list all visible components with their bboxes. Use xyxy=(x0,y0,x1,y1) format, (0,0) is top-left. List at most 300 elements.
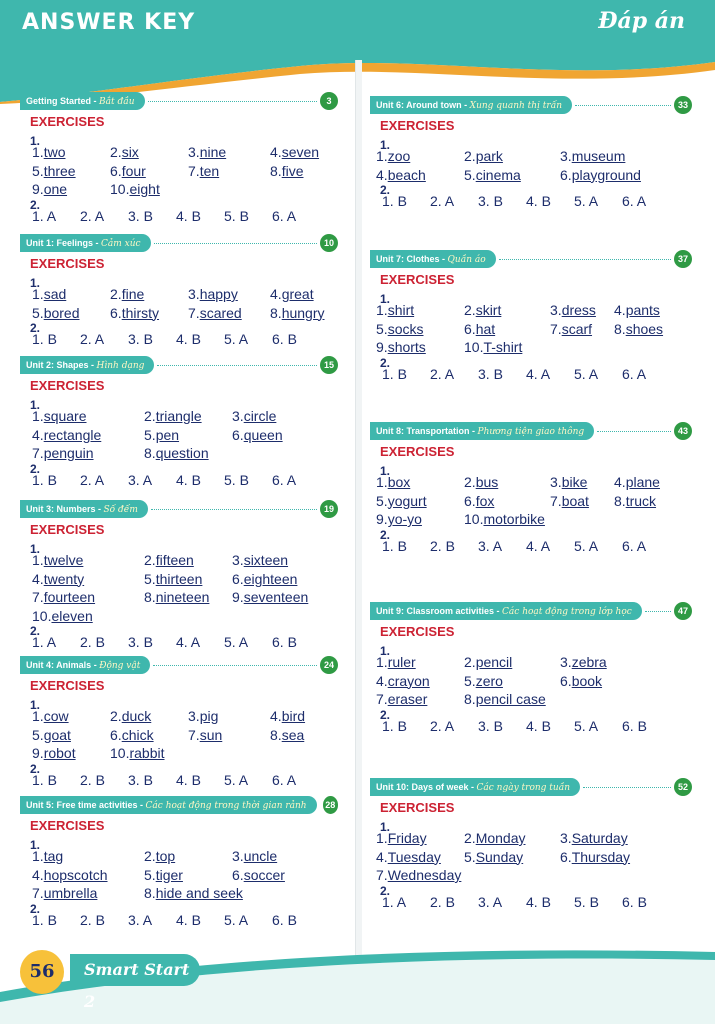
unit-header xyxy=(370,250,692,268)
answer-number: 2. xyxy=(110,708,122,724)
mc-answer: 3. A xyxy=(128,471,153,488)
answer-word: playground xyxy=(571,166,641,183)
answer-item xyxy=(110,745,165,761)
mc-answer: 6. A xyxy=(272,771,297,788)
answer-item xyxy=(144,445,209,461)
answer-word: scared xyxy=(199,304,242,321)
answer-item xyxy=(270,708,305,724)
answer-item xyxy=(560,849,630,865)
unit-label xyxy=(370,422,594,440)
question-2-number: 2. xyxy=(30,197,41,212)
answer-item xyxy=(32,745,76,761)
answer-word: sixteen xyxy=(243,552,289,568)
answer-word: socks xyxy=(387,320,424,337)
answer-number: 6. xyxy=(110,162,122,179)
answer-number: 3. xyxy=(188,144,200,160)
answer-number: 6. xyxy=(464,320,476,337)
question-2-number: 2. xyxy=(380,183,391,197)
unit-section xyxy=(370,250,692,382)
answer-number: 8. xyxy=(614,320,626,337)
answer-item xyxy=(32,727,71,743)
answer-number: 3. xyxy=(188,708,200,724)
mc-answer: 3. A xyxy=(478,537,503,554)
unit-dash: - xyxy=(469,426,478,436)
unit-dots xyxy=(153,665,317,666)
unit-page-badge: 47 xyxy=(674,602,692,620)
answer-number: 4. xyxy=(614,474,626,490)
unit-page-badge: 43 xyxy=(674,422,692,440)
answer-number: 9. xyxy=(376,339,388,355)
mc-answer: 4. B xyxy=(526,893,551,910)
answer-item xyxy=(32,286,66,302)
unit-title: Unit 6: Around town xyxy=(376,100,462,110)
answer-word: four xyxy=(121,162,146,179)
unit-title-vi: Phương tiện giao thông xyxy=(477,427,585,437)
answer-word: bored xyxy=(43,304,80,321)
answer-number: 1. xyxy=(376,474,388,490)
mc-answer: 3. A xyxy=(478,893,503,910)
answer-word: ten xyxy=(199,162,220,179)
unit-header xyxy=(370,602,692,620)
answer-word: soccer xyxy=(243,866,285,883)
unit-title-vi: Hình dạng xyxy=(96,361,145,371)
mc-answer: 6. A xyxy=(622,193,647,209)
unit-section xyxy=(370,422,692,554)
answer-number: 4. xyxy=(32,426,44,443)
answer-number: 3. xyxy=(232,408,244,424)
answer-item xyxy=(110,163,146,179)
mc-answer: 5. A xyxy=(224,911,249,928)
question-1-number: 1. xyxy=(380,820,391,834)
unit-page-badge: 33 xyxy=(674,96,692,114)
answer-item xyxy=(376,673,430,689)
answer-number: 10. xyxy=(464,339,484,355)
unit-dash: - xyxy=(468,782,477,792)
answer-word: museum xyxy=(571,148,626,164)
mc-answer: 2. B xyxy=(80,634,105,650)
answer-number: 1. xyxy=(32,848,44,864)
answer-word: bus xyxy=(475,474,499,490)
unit-header xyxy=(20,500,338,518)
answer-number: 10. xyxy=(32,607,52,624)
answer-number: 8. xyxy=(464,691,476,707)
unit-section xyxy=(370,778,692,910)
answer-word: yo-yo xyxy=(387,511,422,527)
answer-number: 7. xyxy=(188,304,200,321)
page-title: ANSWER KEY xyxy=(22,10,196,35)
answer-item xyxy=(376,339,426,355)
answer-item xyxy=(232,408,276,424)
answer-word: fine xyxy=(121,286,145,302)
answer-item xyxy=(188,286,238,302)
mc-answer: 2. A xyxy=(430,365,455,382)
answer-number: 1. xyxy=(32,286,44,302)
mc-answer: 5. B xyxy=(574,893,599,910)
answer-number: 1. xyxy=(32,144,44,160)
answer-item xyxy=(464,321,495,337)
answer-word: cow xyxy=(43,708,69,724)
answer-number: 7. xyxy=(376,867,388,883)
answer-word: Saturday xyxy=(571,830,628,846)
mc-answer: 1. B xyxy=(382,537,407,554)
answer-number: 5. xyxy=(32,162,44,179)
answer-number: 5. xyxy=(376,320,388,337)
mc-answer: 6. B xyxy=(272,331,297,347)
answer-item xyxy=(232,427,283,443)
answer-item xyxy=(270,163,303,179)
unit-label xyxy=(20,796,317,814)
unit-label xyxy=(370,96,572,114)
unit-title-vi: Các ngày trong tuần xyxy=(476,783,571,793)
answer-word: Sunday xyxy=(475,848,524,865)
mc-answer: 5. B xyxy=(224,471,249,488)
unit-dots xyxy=(597,431,671,432)
mc-answer: 6. A xyxy=(272,471,297,488)
answer-item xyxy=(560,830,628,846)
answer-number: 5. xyxy=(144,426,156,443)
exercises-heading: EXERCISES xyxy=(30,378,105,393)
answer-number: 1. xyxy=(32,708,44,724)
answer-word: three xyxy=(43,162,76,179)
answer-word: park xyxy=(475,148,503,164)
answer-number: 8. xyxy=(144,885,156,901)
answer-word: pants xyxy=(625,302,660,318)
unit-title-vi: Cảm xúc xyxy=(101,239,141,249)
mc-answer: 4. B xyxy=(176,911,201,928)
unit-label xyxy=(20,92,145,110)
question-1-number: 1. xyxy=(30,542,41,556)
answer-number: 7. xyxy=(550,492,562,509)
answer-item xyxy=(232,552,288,568)
unit-dots xyxy=(499,259,671,260)
answer-word: plane xyxy=(625,474,660,490)
answer-word: goat xyxy=(43,726,71,743)
answer-word: yogurt xyxy=(387,492,427,509)
mc-answer: 2. A xyxy=(80,207,105,224)
unit-title: Getting Started xyxy=(26,96,92,106)
answer-number: 2. xyxy=(144,408,156,424)
answer-word: eight xyxy=(129,181,160,197)
answer-item xyxy=(32,571,84,587)
answer-word: crayon xyxy=(387,672,430,689)
answer-number: 6. xyxy=(232,426,244,443)
answer-item xyxy=(232,848,277,864)
answer-word: one xyxy=(43,181,68,197)
unit-title: Unit 9: Classroom activities xyxy=(376,606,495,616)
answer-number: 4. xyxy=(270,708,282,724)
answer-item xyxy=(376,511,422,527)
answer-word: sun xyxy=(199,726,223,743)
answer-number: 7. xyxy=(32,445,44,461)
answer-number: 4. xyxy=(32,866,44,883)
mc-answer: 3. B xyxy=(128,634,153,650)
unit-title: Unit 4: Animals xyxy=(26,660,92,670)
unit-dots xyxy=(157,365,317,366)
unit-dash: - xyxy=(91,96,100,106)
unit-header xyxy=(20,356,338,374)
answer-word: Tuesday xyxy=(387,848,441,865)
unit-section xyxy=(20,500,338,650)
unit-header xyxy=(20,656,338,674)
answer-item xyxy=(144,867,183,883)
answer-word: shoes xyxy=(625,320,664,337)
answer-item xyxy=(270,305,325,321)
unit-dots xyxy=(583,787,671,788)
answer-item xyxy=(614,493,656,509)
unit-page-badge: 19 xyxy=(320,500,338,518)
question-1-number: 1. xyxy=(30,398,41,412)
answer-word: T-shirt xyxy=(483,339,523,355)
mc-answer: 3. B xyxy=(128,331,153,347)
answer-item xyxy=(32,708,69,724)
answer-item xyxy=(376,321,423,337)
exercises-heading: EXERCISES xyxy=(380,624,455,639)
answer-word: boat xyxy=(561,492,589,509)
question-2-number: 2. xyxy=(30,761,41,776)
answer-word: shirt xyxy=(387,302,415,318)
answer-item xyxy=(144,571,202,587)
question-1-number: 1. xyxy=(30,134,41,148)
answer-number: 5. xyxy=(464,672,476,689)
answer-number: 2. xyxy=(464,830,476,846)
mc-answer: 4. A xyxy=(176,634,201,650)
answer-item xyxy=(110,727,154,743)
unit-header xyxy=(20,92,338,110)
unit-label xyxy=(20,656,150,674)
answer-item xyxy=(464,691,546,707)
answer-number: 5. xyxy=(144,570,156,587)
answer-item xyxy=(110,708,151,724)
question-2-number: 2. xyxy=(380,883,391,898)
answer-number: 8. xyxy=(270,726,282,743)
answer-word: beach xyxy=(387,166,426,183)
unit-section xyxy=(20,796,338,928)
unit-header xyxy=(370,778,692,796)
mc-answer: 3. B xyxy=(478,365,503,382)
unit-dash: - xyxy=(137,800,146,810)
answer-item xyxy=(110,305,159,321)
answer-item xyxy=(188,727,222,743)
answer-item xyxy=(188,305,242,321)
unit-dash: - xyxy=(93,238,102,248)
unit-title: Unit 1: Feelings xyxy=(26,238,94,248)
answer-item xyxy=(464,493,494,509)
exercises-heading: EXERCISES xyxy=(30,818,105,833)
answer-item xyxy=(270,286,314,302)
unit-title-vi: Các hoạt động trong thời gian rảnh xyxy=(145,801,307,811)
answer-item xyxy=(560,167,641,183)
unit-title: Unit 10: Days of week xyxy=(376,782,469,792)
answer-number: 4. xyxy=(32,570,44,587)
question-1-number: 1. xyxy=(30,838,41,852)
answer-number: 2. xyxy=(110,286,122,302)
mc-answer: 5. A xyxy=(574,717,599,734)
answer-word: zoo xyxy=(387,148,411,164)
answer-number: 6. xyxy=(232,866,244,883)
answer-number: 8. xyxy=(614,492,626,509)
answer-word: nineteen xyxy=(155,589,210,605)
mc-answer: 6. A xyxy=(622,537,647,554)
answer-number: 10. xyxy=(464,511,484,527)
question-1-number: 1. xyxy=(30,698,41,712)
mc-answer: 1. B xyxy=(32,331,57,347)
answer-number: 4. xyxy=(376,672,388,689)
unit-section xyxy=(20,92,338,224)
question-2-number: 2. xyxy=(380,355,391,370)
answer-item xyxy=(232,589,308,605)
answer-item xyxy=(376,654,416,670)
mc-answer: 5. A xyxy=(574,537,599,554)
question-2-number: 2. xyxy=(380,707,391,722)
answer-word: hat xyxy=(475,320,496,337)
answer-number: 3. xyxy=(550,474,562,490)
answer-number: 5. xyxy=(32,726,44,743)
mc-answer: 4. A xyxy=(526,365,551,382)
unit-header xyxy=(370,96,692,114)
answer-number: 1. xyxy=(32,552,44,568)
exercises-heading: EXERCISES xyxy=(30,522,105,537)
answer-word: twelve xyxy=(43,552,84,568)
answer-item xyxy=(464,148,503,164)
mc-answer: 3. A xyxy=(128,911,153,928)
question-2-number: 2. xyxy=(30,624,41,638)
unit-dash: - xyxy=(95,504,104,514)
answer-item xyxy=(32,552,83,568)
answer-item xyxy=(464,673,503,689)
answer-word: pig xyxy=(199,708,219,724)
answer-word: robot xyxy=(43,745,76,761)
mc-answer: 4. B xyxy=(176,207,201,224)
answer-word: happy xyxy=(199,286,238,302)
unit-label xyxy=(370,602,642,620)
mc-answer: 4. A xyxy=(526,537,551,554)
answer-item xyxy=(464,830,526,846)
answer-number: 2. xyxy=(464,302,476,318)
answer-item xyxy=(376,493,427,509)
answer-word: six xyxy=(121,144,139,160)
unit-dots xyxy=(575,105,671,106)
question-1-number: 1. xyxy=(380,138,391,152)
mc-answer: 5. A xyxy=(224,634,249,650)
answer-word: hopscotch xyxy=(43,866,108,883)
answer-word: hide and seek xyxy=(155,885,243,901)
answer-word: skirt xyxy=(475,302,502,318)
answer-item xyxy=(32,445,94,461)
answer-word: chick xyxy=(121,726,154,743)
answer-word: duck xyxy=(121,708,152,724)
answer-item xyxy=(464,474,498,490)
unit-label xyxy=(370,250,496,268)
answer-item xyxy=(550,321,592,337)
answer-number: 7. xyxy=(188,162,200,179)
answer-item xyxy=(270,144,319,160)
answer-item xyxy=(144,848,175,864)
unit-dash: - xyxy=(88,360,97,370)
mc-answer: 5. A xyxy=(574,193,599,209)
mc-answer: 2. B xyxy=(80,771,105,788)
unit-page-badge: 28 xyxy=(323,796,338,814)
unit-title: Unit 7: Clothes xyxy=(376,254,440,264)
answer-number: 8. xyxy=(144,445,156,461)
answer-number: 5. xyxy=(376,492,388,509)
answer-number: 7. xyxy=(188,726,200,743)
answer-word: dress xyxy=(561,302,596,318)
answer-item xyxy=(188,163,219,179)
answer-item xyxy=(550,493,589,509)
answer-word: seven xyxy=(281,144,320,160)
mc-answer: 2. B xyxy=(430,893,455,910)
answer-number: 6. xyxy=(560,672,572,689)
answer-number: 5. xyxy=(144,866,156,883)
answer-word: hungry xyxy=(281,304,325,321)
answer-word: book xyxy=(571,672,603,689)
page-spine xyxy=(355,60,362,960)
mc-answer: 6. A xyxy=(622,365,647,382)
answer-item xyxy=(464,339,522,355)
answer-item xyxy=(614,302,660,318)
mc-answer: 6. B xyxy=(272,634,297,650)
mc-answer: 2. A xyxy=(80,331,105,347)
answer-word: Friday xyxy=(387,830,427,846)
answer-item xyxy=(550,302,596,318)
unit-title-vi: Quần áo xyxy=(447,255,486,265)
unit-dots xyxy=(645,611,671,612)
unit-dash: - xyxy=(439,254,448,264)
answer-word: penguin xyxy=(43,445,94,461)
exercises-heading: EXERCISES xyxy=(30,114,105,129)
mc-answer: 1. A xyxy=(382,893,407,910)
unit-page-badge: 52 xyxy=(674,778,692,796)
answer-number: 8. xyxy=(270,162,282,179)
answer-item xyxy=(144,589,209,605)
answer-number: 7. xyxy=(32,885,44,901)
unit-section xyxy=(20,656,338,788)
answer-word: twenty xyxy=(43,570,85,587)
page-subtitle: Đáp án xyxy=(598,8,685,34)
answer-number: 2. xyxy=(110,144,122,160)
answer-number: 9. xyxy=(32,745,44,761)
unit-title-vi: Xung quanh thị trấn xyxy=(469,101,563,111)
unit-label xyxy=(20,500,148,518)
answer-item xyxy=(376,148,410,164)
answer-word: top xyxy=(155,848,176,864)
unit-section xyxy=(370,96,692,209)
answer-number: 1. xyxy=(376,654,388,670)
mc-answer: 5. A xyxy=(224,771,249,788)
question-2-number: 2. xyxy=(30,901,41,916)
question-2-number: 2. xyxy=(30,461,41,476)
unit-title-vi: Bắt đầu xyxy=(99,97,135,107)
unit-title: Unit 5: Free time activities xyxy=(26,800,138,810)
mc-answer: 2. A xyxy=(80,471,105,488)
answer-number: 5. xyxy=(32,304,44,321)
answer-number: 10. xyxy=(110,745,130,761)
unit-section xyxy=(20,234,338,347)
mc-answer: 1. B xyxy=(382,717,407,734)
answer-word: box xyxy=(387,474,411,490)
answer-number: 9. xyxy=(232,589,244,605)
answer-word: fourteen xyxy=(43,589,96,605)
answer-word: question xyxy=(155,445,209,461)
answer-number: 4. xyxy=(376,166,388,183)
answer-item xyxy=(376,830,427,846)
answer-word: scarf xyxy=(561,320,593,337)
answer-item xyxy=(32,427,101,443)
answer-item xyxy=(614,474,660,490)
answer-item xyxy=(464,167,521,183)
mc-answer: 3. B xyxy=(478,717,503,734)
unit-dots xyxy=(154,243,317,244)
